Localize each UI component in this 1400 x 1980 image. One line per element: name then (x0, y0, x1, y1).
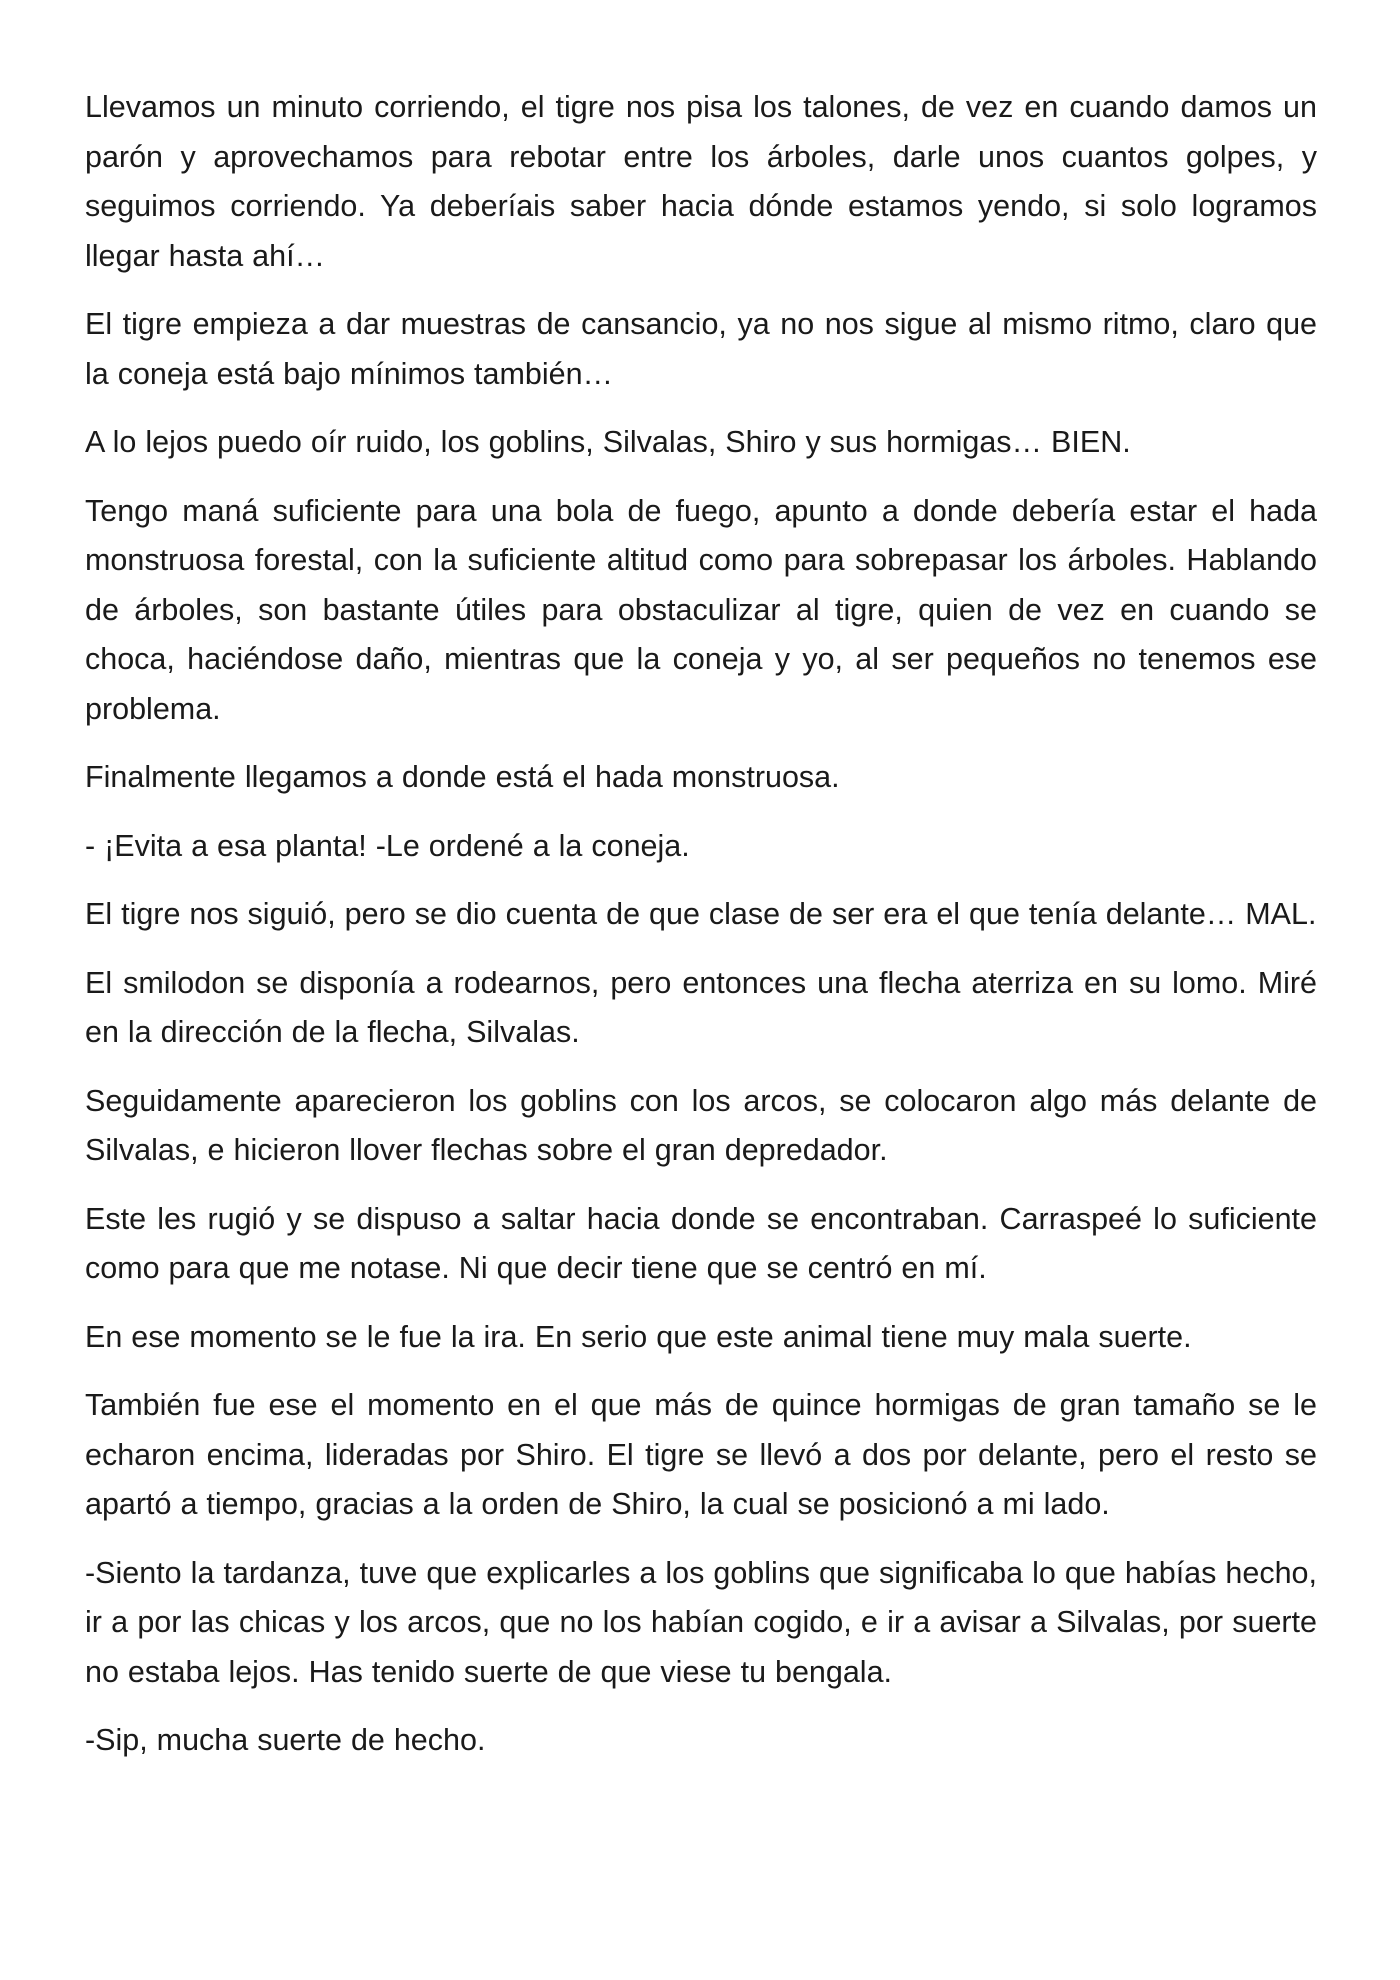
dialogue-line: - ¡Evita a esa planta! -Le ordené a la coneja. (85, 828, 690, 863)
paragraph: Tengo maná suficiente para una bola de fuego, apunto a donde debería estar el hada monstruosa forestal, con la suficiente altitud como para sobrepasar los árboles. Hablando de árboles, son bastante útiles para obstaculizar al tigre, quien de vez en cuando se choca, haciéndose daño, mientras que la coneja y yo, al ser pequeños no tenemos ese problema. (85, 493, 1317, 726)
paragraph: También fue ese el momento en el que más de quince hormigas de gran tamaño se le echaron encima, lideradas por Shiro. El tigre se llevó a dos por delante, pero el resto se apartó a tiempo, gracias a la orden de Shiro, la cual se posicionó a mi lado. (85, 1388, 1317, 1521)
dialogue-line: -Sip, mucha suerte de hecho. (85, 1723, 486, 1757)
paragraph: Este les rugió y se dispuso a saltar hacia donde se encontraban. Carraspeé lo suficiente como para que me notase. Ni que decir tiene que se centró en mí. (85, 1201, 1317, 1285)
paragraph: El smilodon se disponía a rodearnos, pero entonces una flecha aterriza en su lomo. Miré en la dirección de la flecha, Silvalas. (85, 965, 1317, 1049)
paragraph: El tigre nos siguió, pero se dio cuenta de que clase de ser era el que tenía delante… MAL. (85, 897, 1317, 931)
paragraph: En ese momento se le fue la ira. En serio que este animal tiene muy mala suerte. (85, 1319, 1192, 1354)
document-body (85, 83, 1317, 1785)
paragraph: El tigre empieza a dar muestras de cansancio, ya no nos sigue al mismo ritmo, claro que la coneja está bajo mínimos también… (85, 307, 1317, 391)
paragraph: Seguidamente aparecieron los goblins con los arcos, se colocaron algo más delante de Silvalas, e hicieron llover flechas sobre el gran depredador. (85, 1083, 1317, 1167)
paragraph: Llevamos un minuto corriendo, el tigre nos pisa los talones, de vez en cuando damos un parón y aprovechamos para rebotar entre los árboles, darle unos cuantos golpes, y seguimos corriendo. Ya deberíais saber hacia dónde estamos yendo, si solo logramos llegar hasta ahí… (85, 90, 1317, 273)
paragraph: A lo lejos puedo oír ruido, los goblins, Silvalas, Shiro y sus hormigas… BIEN. (85, 425, 1131, 459)
paragraph: Finalmente llegamos a donde está el hada monstruosa. (85, 760, 840, 794)
dialogue-line: -Siento la tardanza, tuve que explicarles a los goblins que significaba lo que habías hecho, ir a por las chicas y los arcos, que no los habían cogido, e ir a avisar a Silvalas, por suerte no estaba lejos. Has tenido suerte de que viese tu bengala. (85, 1555, 1317, 1689)
